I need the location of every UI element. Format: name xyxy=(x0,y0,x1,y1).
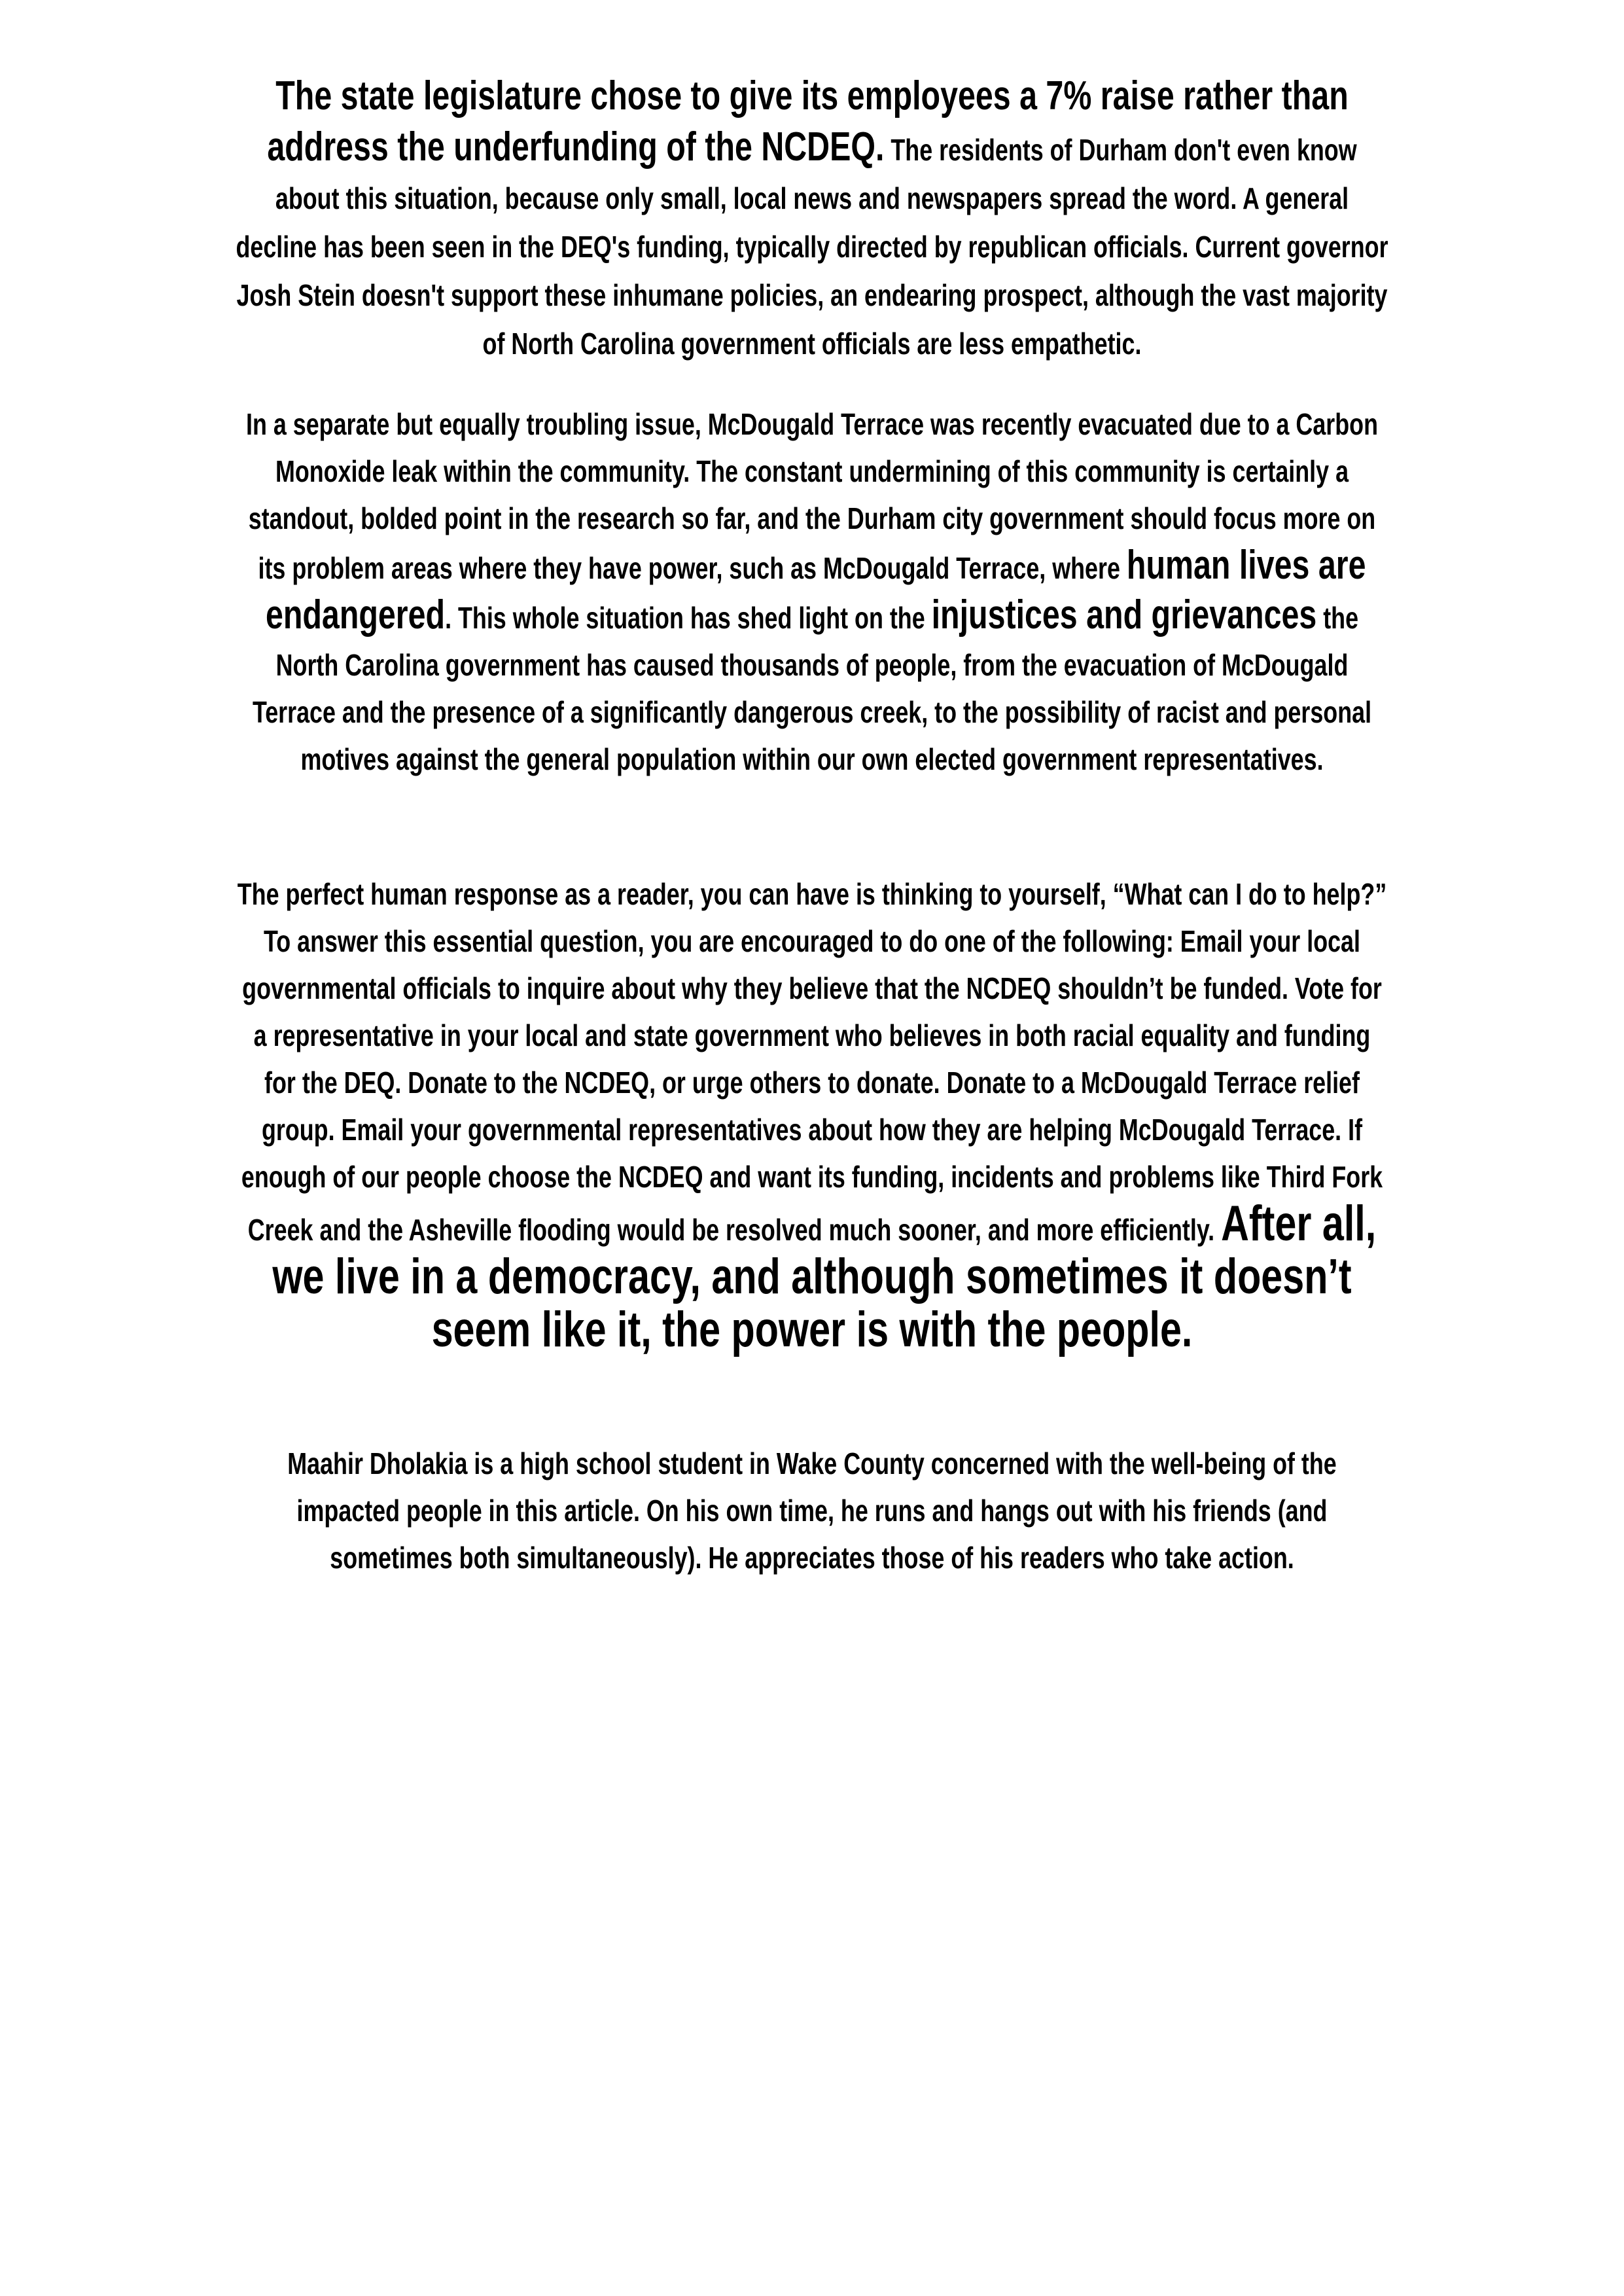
paragraph-mcdougald xyxy=(235,401,1389,783)
paragraph-text: The residents of Durham don't even know about this situation, because only small, local news and newspapers spread the word. A general decline has been seen in the DEQ's funding, typically directed by republican officials. Current governor Josh Stein doesn't support these inhumane policies, an endearing prospect, although the vast majority of North Carolina government officials are less empathetic. xyxy=(236,133,1388,361)
emphasis-text: human lives are endangered xyxy=(265,543,1366,637)
emphasis-text: injustices and grievances xyxy=(931,592,1317,637)
paragraph-text: In a separate but equally troubling issue, McDougald Terrace was recently evacuated due to a Carbon Monoxide leak within the community. The constant undermining of this community is certainly a standout, bolded point in the research so far, and the Durham city government should focus more on its problem areas where they have power, such as McDougald Terrace, where xyxy=(245,407,1379,585)
paragraph-call-to-action xyxy=(235,870,1389,1359)
paragraph-lead: The state legislature chose to give its employees a 7% raise rather than address the underfunding of the NCDEQ. xyxy=(267,73,1349,170)
paragraph-text: . This whole situation has shed light on the xyxy=(445,601,932,635)
closing-statement: After all, we live in a democracy, and although sometimes it doesn’t seem like it, the power is with the people. xyxy=(272,1196,1377,1357)
author-bio-text: Maahir Dholakia is a high school student in Wake County concerned with the well-being of the impacted people in this article. On his own time, he runs and hangs out with his friends (and sometimes both simultaneously). He appreciates those of his readers who take action. xyxy=(287,1446,1337,1575)
author-bio xyxy=(235,1440,1389,1581)
paragraph-legislature xyxy=(235,72,1389,368)
paragraph-text: The perfect human response as a reader, you can have is thinking to yourself, “What can I do to help?” To answer this essential question, you are encouraged to do one of the following: Email your local governmental officials to inquire about why they believe that the NCDEQ shouldn’t be funded. Vote for a representative in your local and state government who believes in both racial equality and funding for the DEQ. Donate to the NCDEQ, or urge others to donate. Donate to a McDougald Terrace relief group. Email your governmental representatives about how they are helping McDougald Terrace. If enough of our people choose the NCDEQ and want its funding, incidents and problems like Third Fork Creek and the Asheville flooding would be resolved much sooner, and more efficiently. xyxy=(237,877,1387,1247)
paragraph-text: the North Carolina government has caused thousands of people, from the evacuation of McDougald Terrace and the presence of a significantly dangerous creek, to the possibility of racist and personal motives against the general population within our own elected government representatives. xyxy=(252,601,1372,776)
